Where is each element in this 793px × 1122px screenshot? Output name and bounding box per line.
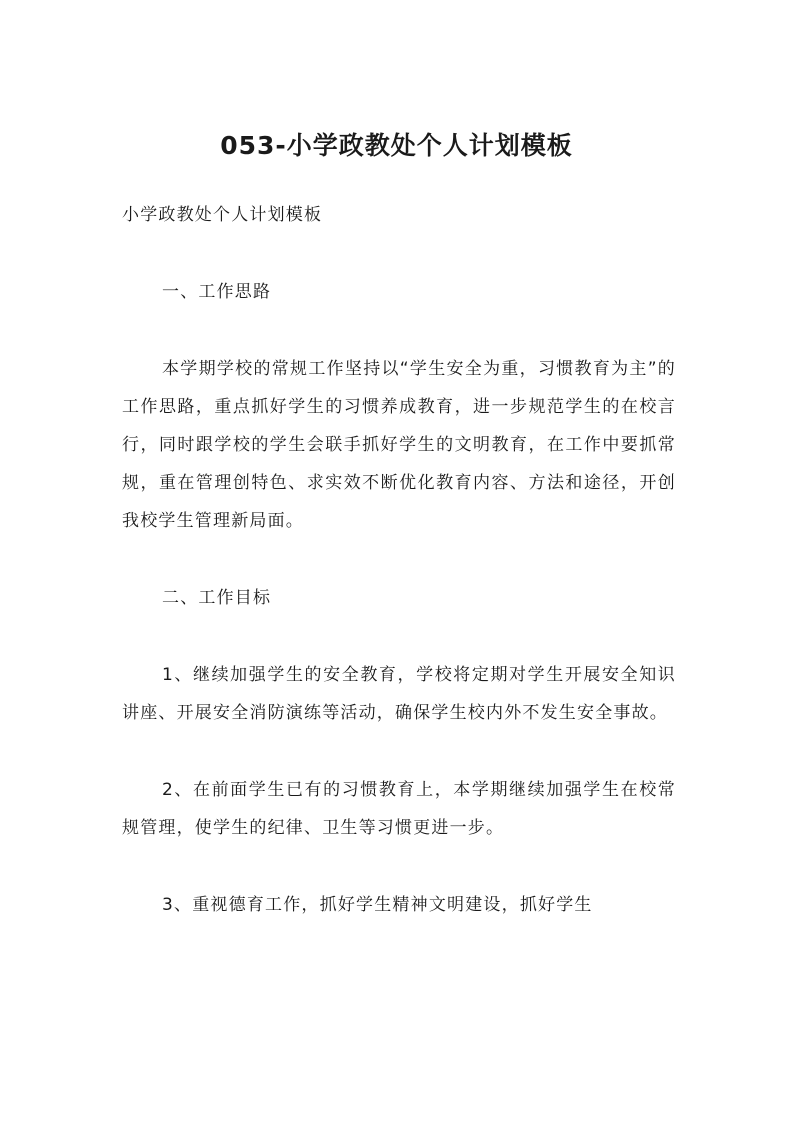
paragraph-goal-2: 2、在前面学生已有的习惯教育上，本学期继续加强学生在校常规管理，使学生的纪律、卫生等习惯更进一步。 <box>122 780 676 838</box>
paragraph-goal-3: 3、重视德育工作，抓好学生精神文明建设，抓好学生 <box>162 895 593 915</box>
paragraph-work-ideas: 本学期学校的常规工作坚持以“学生安全为重，习惯教育为主”的工作思路，重点抓好学生的习惯养成教育，进一步规范学生的在校言行，同时跟学校的学生会联手抓好学生的文明教育，在工作中要抓常规，重在管理创特色、求实效不断优化教育内容、方法和途径，开创我校学生管理新局面。 <box>122 359 676 531</box>
paragraph-goal-1: 1、继续加强学生的安全教育，学校将定期对学生开展安全知识讲座、开展安全消防演练等活动，确保学生校内外不发生安全事故。 <box>122 665 676 723</box>
document-subtitle: 小学政教处个人计划模板 <box>122 205 323 225</box>
section-heading-work-ideas: 一、工作思路 <box>162 282 272 302</box>
document-title: 053-小学政教处个人计划模板 <box>220 131 573 160</box>
document-body <box>122 196 676 963</box>
section-heading-work-goals: 二、工作目标 <box>162 588 272 608</box>
